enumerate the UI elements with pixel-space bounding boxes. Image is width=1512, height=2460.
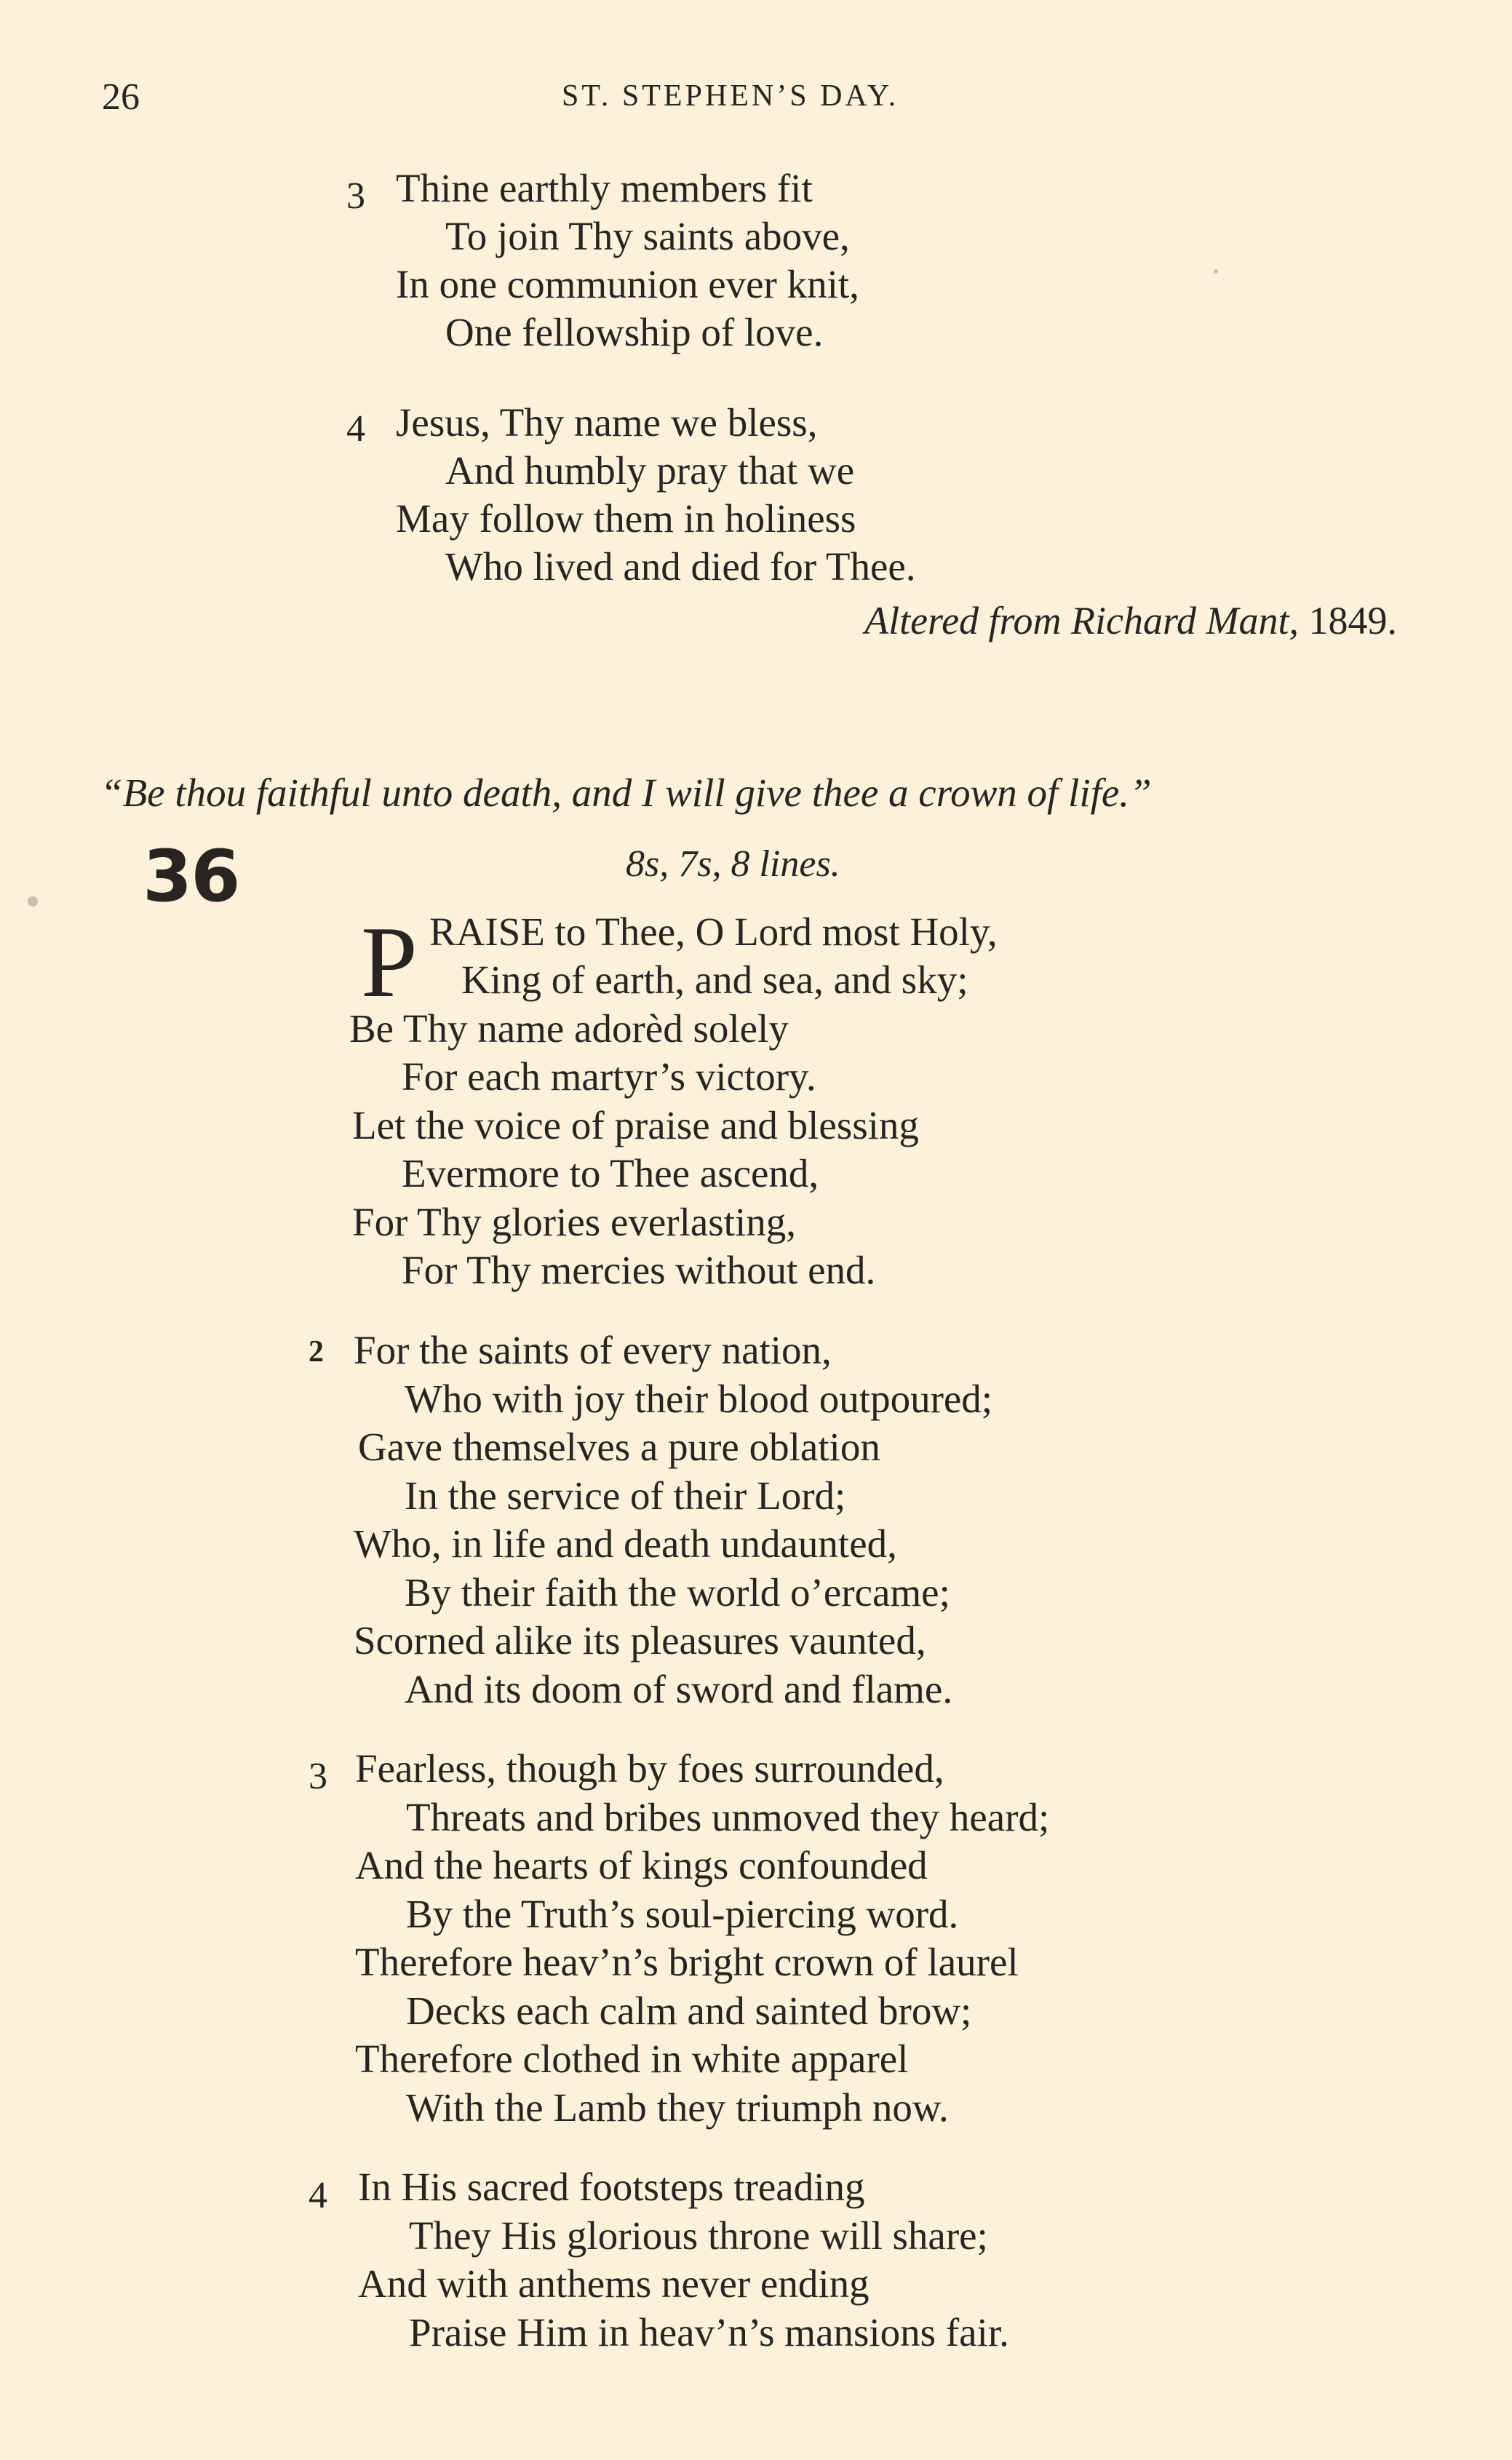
verse-line: Who with joy their blood outpoured; [405,1377,993,1421]
verse-line: For the saints of every nation, [354,1328,832,1372]
verse-line: Who, in life and death undaunted, [354,1521,897,1566]
verse-line: Jesus, Thy name we bless, [396,400,818,445]
drop-cap: P [361,906,418,1019]
verse-line: By the Truth’s soul-piercing word. [406,1892,959,1936]
verse-line: In the service of their Lord; [405,1473,846,1518]
verse-line: For Thy glories everlasting, [352,1200,796,1244]
verse-number: 4 [309,2175,327,2216]
verse-number: 3 [346,175,365,217]
verse-line: Scorned alike its pleasures vaunted, [354,1618,926,1663]
page-number: 26 [102,76,140,118]
verse-line: Who lived and died for Thee. [445,544,916,589]
verse-line: May follow them in holiness [396,496,856,541]
verse-line: Fearless, though by foes surrounded, [355,1746,944,1791]
verse-line: And the hearts of kings confounded [355,1843,928,1887]
verse-line: One fellowship of love. [445,310,824,354]
verse-line: Thine earthly members fit [396,166,813,210]
verse-line: With the Lamb they triumph now. [406,2085,949,2130]
verse-number: 3 [309,1756,327,1797]
verse-line: Praise Him in heav’n’s mansions fair. [409,2310,1009,2354]
attribution [864,598,1397,643]
meter: 8s, 7s, 8 lines. [626,843,840,885]
hymn-number: 36 [143,835,239,918]
verse-line: In His sacred footsteps treading [358,2165,865,2209]
epigraph: “Be thou faithful unto death, and I will give thee a crown of life.” [100,771,1152,815]
verse-line: Let the voice of praise and blessing [352,1103,919,1147]
verse-line: They His glorious throne will share; [409,2213,988,2258]
verse-line: For each martyr’s victory. [402,1054,816,1099]
verse-line: And its doom of sword and flame. [405,1667,953,1711]
verse-line: And humbly pray that we [445,448,855,493]
verse-line: By their faith the world o’ercame; [405,1570,950,1615]
verse-line: Evermore to Thee ascend, [402,1151,819,1195]
verse-line: And with anthems never ending [358,2261,870,2306]
running-head: ST. STEPHEN’S DAY. [562,79,899,113]
verse-line: Decks each calm and sainted brow; [406,1989,972,2033]
verse-line: King of earth, and sea, and sky; [461,958,968,1002]
verse-line: In one communion ever knit, [396,262,859,306]
paper-speck [28,896,38,907]
verse-line: Therefore heav’n’s bright crown of laurel [355,1940,1019,1984]
verse-line: Threats and bribes unmoved they heard; [406,1795,1050,1839]
verse-line: RAISE to Thee, O Lord most Holy, [429,909,998,954]
verse-number: 4 [346,408,365,450]
verse-line: To join Thy saints above, [445,214,850,258]
attribution-author: Altered from Richard Mant, [864,599,1299,642]
verse-line: Therefore clothed in white apparel [355,2037,909,2081]
verse-number: 2 [309,1335,324,1369]
verse-line: Be Thy name adorèd solely [349,1006,789,1051]
attribution-year: 1849. [1308,599,1397,642]
verse-line: For Thy mercies without end. [402,1248,876,1292]
verse-line: Gave themselves a pure oblation [358,1425,880,1469]
paper-speck [1214,269,1218,274]
